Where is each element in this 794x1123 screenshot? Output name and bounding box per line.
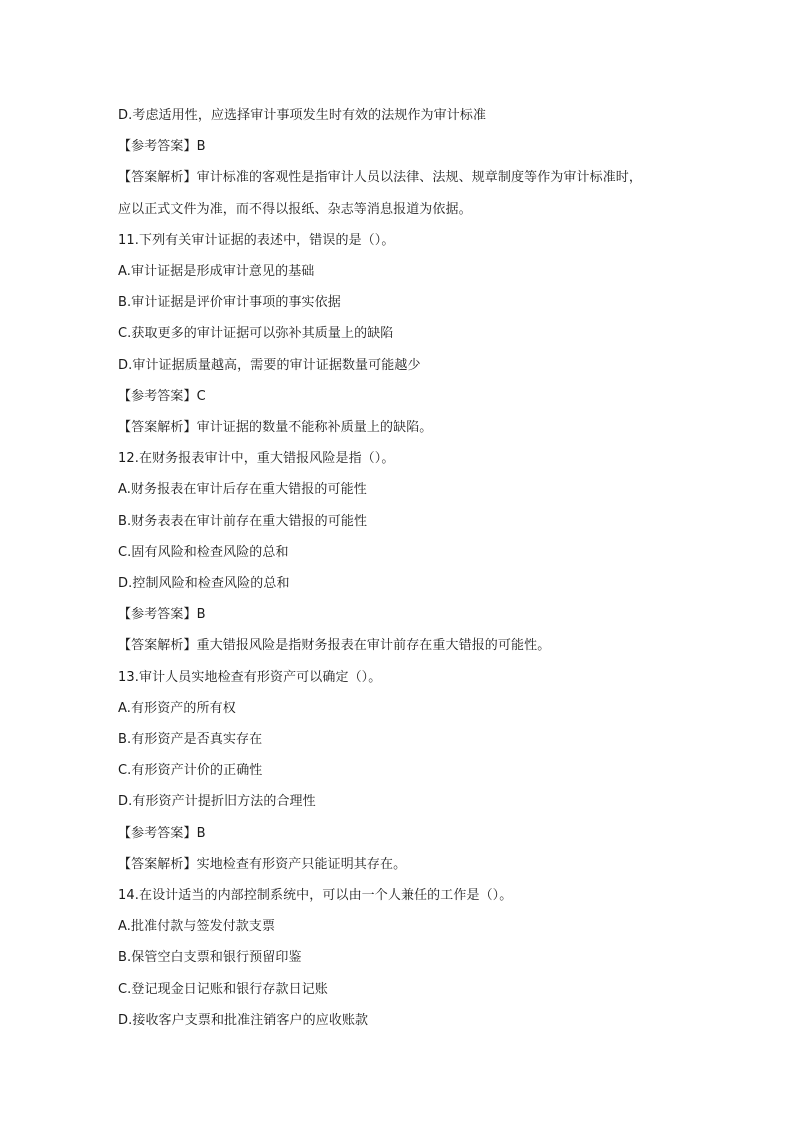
- option-c-q13: C.有形资产计价的正确性: [118, 763, 263, 779]
- option-c-q14: C.登记现金日记账和银行存款日记账: [118, 981, 328, 997]
- question-12: 12.在财务报表审计中，重大错报风险是指（）。: [118, 451, 395, 467]
- reference-answer-q13: 【参考答案】B: [118, 825, 206, 841]
- option-b-q14: B.保管空白支票和银行预留印鉴: [118, 950, 302, 966]
- document-body: [118, 100, 678, 1036]
- question-14: 14.在设计适当的内部控制系统中，可以由一个人兼任的工作是（）。: [118, 888, 513, 904]
- option-b-q13: B.有形资产是否真实存在: [118, 732, 263, 748]
- answer-explanation-q13: 【答案解析】实地检查有形资产只能证明其存在。: [118, 856, 407, 872]
- option-d-q14: D.接收客户支票和批准注销客户的应收账款: [118, 1012, 369, 1028]
- reference-answer-q10: 【参考答案】B: [118, 139, 206, 155]
- option-a-q12: A.财务报表在审计后存在重大错报的可能性: [118, 482, 367, 498]
- option-a-q13: A.有形资产的所有权: [118, 700, 236, 716]
- option-d-q11: D.审计证据质量越高，需要的审计证据数量可能越少: [118, 357, 421, 373]
- answer-explanation-q10-continued: 应以正式文件为准，而不得以报纸、杂志等消息报道为依据。: [118, 201, 472, 217]
- reference-answer-q12: 【参考答案】B: [118, 607, 206, 623]
- answer-explanation-q12: 【答案解析】重大错报风险是指财务报表在审计前存在重大错报的可能性。: [118, 638, 551, 654]
- question-11: 11.下列有关审计证据的表述中，错误的是（）。: [118, 232, 395, 248]
- option-a-q14: A.批准付款与签发付款支票: [118, 919, 276, 935]
- option-b-q11: B.审计证据是评价审计事项的事实依据: [118, 295, 341, 311]
- option-d-q10: D.考虑适用性，应选择审计事项发生时有效的法规作为审计标准: [118, 108, 487, 123]
- option-c-q11: C.获取更多的审计证据可以弥补其质量上的缺陷: [118, 326, 394, 342]
- answer-explanation-q11: 【答案解析】审计证据的数量不能称补质量上的缺陷。: [118, 420, 433, 436]
- answer-explanation-q10: 【答案解析】审计标准的客观性是指审计人员以法律、法规、规章制度等作为审计标准时，: [118, 170, 643, 186]
- option-c-q12: C.固有风险和检查风险的总和: [118, 544, 289, 560]
- reference-answer-q11: 【参考答案】C: [118, 388, 206, 404]
- option-d-q13: D.有形资产计提折旧方法的合理性: [118, 794, 316, 810]
- option-a-q11: A.审计证据是形成审计意见的基础: [118, 264, 315, 280]
- option-b-q12: B.财务表表在审计前存在重大错报的可能性: [118, 513, 368, 529]
- question-13: 13.审计人员实地检查有形资产可以确定（）。: [118, 669, 382, 685]
- option-d-q12: D.控制风险和检查风险的总和: [118, 576, 290, 592]
